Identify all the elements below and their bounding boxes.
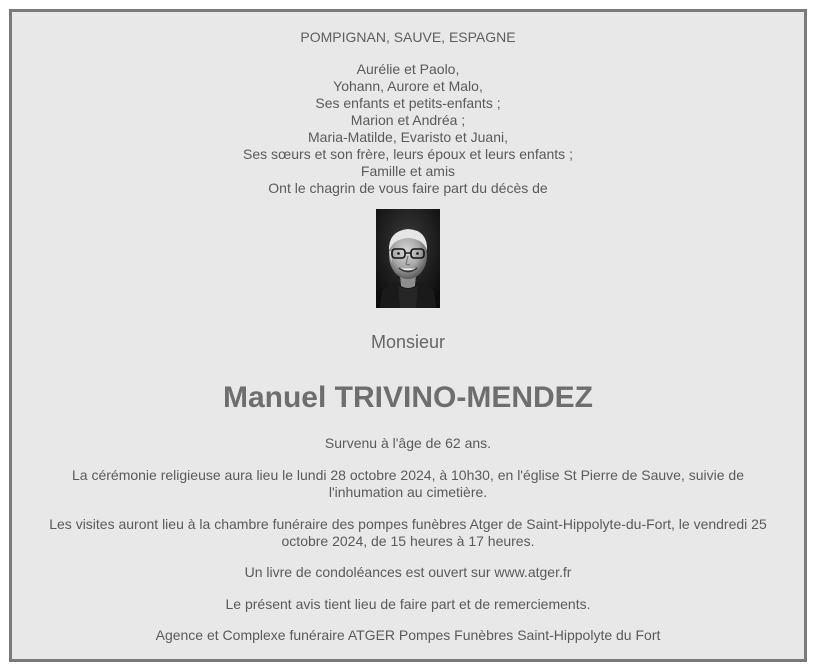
family-line: Ont le chagrin de vous faire part du décès de [268, 180, 548, 196]
deceased-portrait-photo [376, 209, 440, 308]
obituary-notice [9, 9, 807, 662]
family-line: Aurélie et Paolo, [356, 61, 460, 77]
notice-paragraph: Le présent avis tient lieu de faire part et de remerciements. [225, 596, 591, 612]
family-list [12, 61, 804, 197]
locations-header: POMPIGNAN, SAUVE, ESPAGNE [300, 29, 516, 45]
condolences-paragraph: Un livre de condoléances est ouvert sur www.atger.fr [244, 564, 572, 580]
deceased-name: Manuel TRIVINO-MENDEZ [222, 381, 593, 414]
ceremony-paragraph: La cérémonie religieuse aura lieu le lundi 28 octobre 2024, à 10h30, en l'église St Pierre de Sauve, suivie de l'inhumation au cimetière. [72, 467, 744, 500]
family-line: Yohann, Aurore et Malo, [333, 78, 483, 94]
family-line: Marion et Andréa ; [350, 112, 466, 128]
agency-paragraph: Agence et Complexe funéraire ATGER Pompes Funèbres Saint-Hippolyte du Fort [155, 627, 661, 643]
deceased-title: Monsieur [370, 332, 446, 352]
family-line: Ses enfants et petits-enfants ; [315, 95, 501, 111]
family-line: Maria-Matilde, Evaristo et Juani, [308, 129, 508, 145]
age-paragraph: Survenu à l'âge de 62 ans. [324, 435, 492, 451]
visits-paragraph: Les visites auront lieu à la chambre funéraire des pompes funèbres Atger de Saint-Hippolyte-du-Fort, le vendredi 25 octobre 2024, de 15 heures à 17 heures. [49, 516, 767, 549]
family-line: Ses sœurs et son frère, leurs époux et leurs enfants ; [243, 146, 573, 162]
family-line: Famille et amis [360, 163, 456, 179]
